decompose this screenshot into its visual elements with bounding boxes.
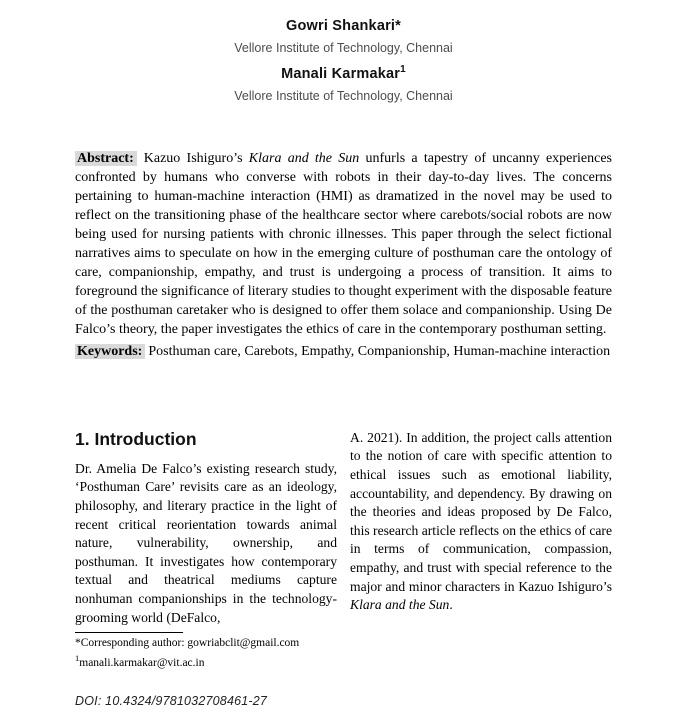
- author-header: [75, 18, 612, 104]
- right-column-paragraph: A. 2021). In addition, the project calls attention to the notion of care with specific attention to ethical issues such as emotional liability, accountability, and dependency. By drawing on the theories and ideas proposed by De Falco, this research article reflects on the ethics of care in terms of communication, compassion, empathy, and trust with special reference to the major and minor characters in Kazuo Ishiguro’s Klara and the Sun.: [350, 429, 612, 613]
- left-column-paragraph: Dr. Amelia De Falco’s existing research study, ‘Posthuman Care’ revisits care as an ideology, philosophy, and literary practice in the light of recent critical reorientation towards animal nature, vulnerability, ownership, and posthuman. It investigates how contemporary textual and theatrical mediums capture nonhuman companionships in the technology-grooming world (DeFalco,: [75, 460, 337, 625]
- footnote-2-text: manali.karmakar@vit.ac.in: [79, 656, 205, 669]
- abstract-text: Kazuo Ishiguro’s Klara and the Sun unfurls a tapestry of uncanny experiences confronted by humans who converse with robots in their day-to-day lives. The concerns pertaining to human-machine interaction (HMI) as dramatized in the novel may be used to reflect on the transitioning phase of the healthcare sector where carebots/social robots are now being used for nursing patients with chronic illnesses. This paper through the select fictional narratives aims to speculate on how in the emerging culture of posthuman care the ontology of care, companionship, empathy, and trust is undergoing a process of transition. It aims to foreground the significance of literary studies to thought experiment with the disposable feature of the posthuman caretaker who is designed to offer them solace and companionship. Using De Falco’s theory, the paper investigates the ethics of care in the contemporary posthuman setting.: [75, 150, 613, 337]
- introduction-section: [75, 429, 612, 627]
- author-2-affiliation: Vellore Institute of Technology, Chennai: [234, 88, 453, 103]
- doi-line: DOI: 10.4324/9781032708461-27: [75, 694, 268, 708]
- author-2-marker: 1: [400, 64, 406, 75]
- author-1-affiliation: Vellore Institute of Technology, Chennai: [234, 41, 453, 55]
- keywords-line: [75, 342, 612, 361]
- abstract-label: Abstract:: [75, 151, 137, 166]
- author-1-name-text: Gowri Shankari: [285, 18, 396, 34]
- footnote-1-text: Corresponding author: gowriabclit@gmail.com: [80, 637, 300, 650]
- footnote-2-marker: 1: [75, 652, 80, 663]
- keywords-label: Keywords:: [75, 344, 145, 359]
- footnotes: [75, 632, 612, 670]
- footnote-corresponding-author: [75, 636, 612, 651]
- keywords-text: Posthuman care, Carebots, Empathy, Companionship, Human-machine interaction: [148, 343, 611, 359]
- author-name-2: [75, 61, 612, 83]
- introduction-heading: 1. Introduction: [75, 428, 197, 449]
- footnote-divider: [75, 632, 183, 633]
- author-2-name-text: Manali Karmakar: [281, 65, 401, 82]
- abstract-paragraph: [75, 149, 612, 339]
- right-column: [350, 429, 612, 627]
- left-column: [75, 429, 337, 627]
- author-1-marker: *: [395, 18, 401, 34]
- footnote-email: [75, 651, 612, 670]
- footnote-1-marker: *: [75, 637, 81, 650]
- author-name-1: [75, 18, 612, 35]
